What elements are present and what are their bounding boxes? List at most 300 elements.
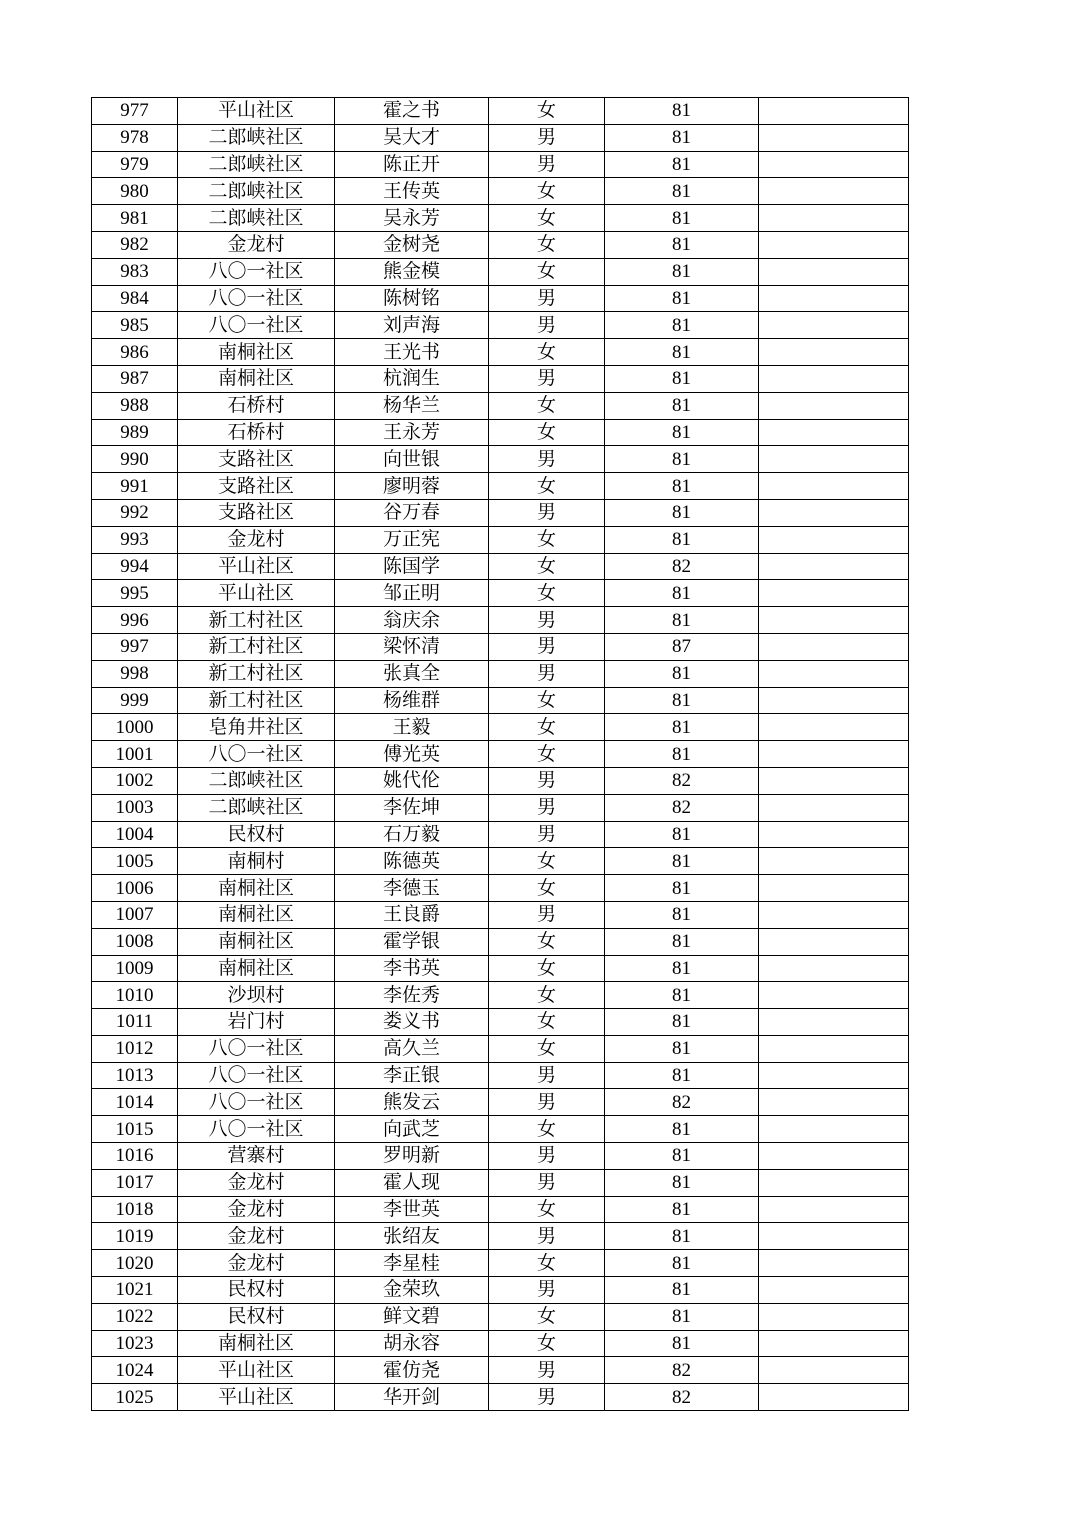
- gender-cell: 男: [489, 1384, 605, 1411]
- age-cell: 82: [605, 1089, 759, 1116]
- name-cell: 李书英: [335, 955, 489, 982]
- community-cell: 八〇一社区: [178, 741, 335, 768]
- age-cell: 81: [605, 687, 759, 714]
- remarks-cell: [759, 1330, 909, 1357]
- community-cell: 金龙村: [178, 1196, 335, 1223]
- table-row: [92, 1169, 909, 1196]
- table-row: [92, 1143, 909, 1170]
- gender-cell: 男: [489, 660, 605, 687]
- name-cell: 李星桂: [335, 1250, 489, 1277]
- remarks-cell: [759, 848, 909, 875]
- age-cell: 81: [605, 1277, 759, 1304]
- gender-cell: 女: [489, 258, 605, 285]
- age-cell: 81: [605, 1035, 759, 1062]
- serial-number-cell: 1005: [92, 848, 178, 875]
- name-cell: 霍学银: [335, 928, 489, 955]
- remarks-cell: [759, 1384, 909, 1411]
- age-cell: 81: [605, 285, 759, 312]
- name-cell: 熊金模: [335, 258, 489, 285]
- gender-cell: 女: [489, 741, 605, 768]
- table-row: [92, 607, 909, 634]
- table-row: [92, 124, 909, 151]
- name-cell: 万正宪: [335, 526, 489, 553]
- remarks-cell: [759, 1196, 909, 1223]
- serial-number-cell: 1023: [92, 1330, 178, 1357]
- remarks-cell: [759, 1089, 909, 1116]
- name-cell: 姚代伦: [335, 767, 489, 794]
- name-cell: 傅光英: [335, 741, 489, 768]
- remarks-cell: [759, 687, 909, 714]
- table-row: [92, 1035, 909, 1062]
- table-row: [92, 151, 909, 178]
- serial-number-cell: 1012: [92, 1035, 178, 1062]
- table-row: [92, 473, 909, 500]
- community-cell: 八〇一社区: [178, 1062, 335, 1089]
- gender-cell: 男: [489, 312, 605, 339]
- serial-number-cell: 1004: [92, 821, 178, 848]
- gender-cell: 男: [489, 901, 605, 928]
- serial-number-cell: 979: [92, 151, 178, 178]
- community-cell: 二郎峡社区: [178, 794, 335, 821]
- age-cell: 81: [605, 1330, 759, 1357]
- name-cell: 石万毅: [335, 821, 489, 848]
- name-cell: 廖明蓉: [335, 473, 489, 500]
- gender-cell: 女: [489, 687, 605, 714]
- community-cell: 石桥村: [178, 392, 335, 419]
- community-cell: 金龙村: [178, 1169, 335, 1196]
- table-row: [92, 955, 909, 982]
- remarks-cell: [759, 875, 909, 902]
- table-row: [92, 875, 909, 902]
- age-cell: 81: [605, 1303, 759, 1330]
- table-row: [92, 526, 909, 553]
- gender-cell: 女: [489, 1035, 605, 1062]
- community-cell: 新工村社区: [178, 633, 335, 660]
- remarks-cell: [759, 1143, 909, 1170]
- table-row: [92, 1303, 909, 1330]
- age-cell: 81: [605, 848, 759, 875]
- serial-number-cell: 982: [92, 231, 178, 258]
- name-cell: 霍之书: [335, 98, 489, 125]
- age-cell: 81: [605, 580, 759, 607]
- gender-cell: 女: [489, 1196, 605, 1223]
- remarks-cell: [759, 794, 909, 821]
- name-cell: 李正银: [335, 1062, 489, 1089]
- remarks-cell: [759, 1169, 909, 1196]
- serial-number-cell: 1015: [92, 1116, 178, 1143]
- age-cell: 81: [605, 901, 759, 928]
- name-cell: 王毅: [335, 714, 489, 741]
- name-cell: 王传英: [335, 178, 489, 205]
- gender-cell: 男: [489, 285, 605, 312]
- age-cell: 82: [605, 553, 759, 580]
- remarks-cell: [759, 1303, 909, 1330]
- name-cell: 陈德英: [335, 848, 489, 875]
- serial-number-cell: 1000: [92, 714, 178, 741]
- remarks-cell: [759, 124, 909, 151]
- table-row: [92, 1250, 909, 1277]
- serial-number-cell: 993: [92, 526, 178, 553]
- gender-cell: 男: [489, 365, 605, 392]
- community-cell: 八〇一社区: [178, 285, 335, 312]
- age-cell: 81: [605, 1143, 759, 1170]
- serial-number-cell: 981: [92, 205, 178, 232]
- gender-cell: 男: [489, 607, 605, 634]
- remarks-cell: [759, 231, 909, 258]
- remarks-cell: [759, 821, 909, 848]
- remarks-cell: [759, 901, 909, 928]
- age-cell: 81: [605, 339, 759, 366]
- remarks-cell: [759, 1357, 909, 1384]
- community-cell: 南桐社区: [178, 339, 335, 366]
- table-row: [92, 1089, 909, 1116]
- age-cell: 81: [605, 1116, 759, 1143]
- serial-number-cell: 980: [92, 178, 178, 205]
- community-cell: 沙坝村: [178, 982, 335, 1009]
- age-cell: 81: [605, 231, 759, 258]
- gender-cell: 女: [489, 1330, 605, 1357]
- name-cell: 王良爵: [335, 901, 489, 928]
- name-cell: 熊发云: [335, 1089, 489, 1116]
- table-row: [92, 928, 909, 955]
- community-cell: 支路社区: [178, 473, 335, 500]
- remarks-cell: [759, 928, 909, 955]
- age-cell: 81: [605, 258, 759, 285]
- gender-cell: 女: [489, 526, 605, 553]
- serial-number-cell: 984: [92, 285, 178, 312]
- serial-number-cell: 994: [92, 553, 178, 580]
- name-cell: 杨华兰: [335, 392, 489, 419]
- remarks-cell: [759, 660, 909, 687]
- remarks-cell: [759, 365, 909, 392]
- remarks-cell: [759, 151, 909, 178]
- table-row: [92, 767, 909, 794]
- remarks-cell: [759, 339, 909, 366]
- serial-number-cell: 1018: [92, 1196, 178, 1223]
- community-cell: 新工村社区: [178, 660, 335, 687]
- community-cell: 南桐社区: [178, 875, 335, 902]
- remarks-cell: [759, 205, 909, 232]
- gender-cell: 男: [489, 1169, 605, 1196]
- name-cell: 华开剑: [335, 1384, 489, 1411]
- table-row: [92, 1116, 909, 1143]
- gender-cell: 女: [489, 419, 605, 446]
- community-cell: 民权村: [178, 1303, 335, 1330]
- age-cell: 81: [605, 419, 759, 446]
- name-cell: 陈树铭: [335, 285, 489, 312]
- table-row: [92, 1357, 909, 1384]
- remarks-cell: [759, 419, 909, 446]
- name-cell: 胡永容: [335, 1330, 489, 1357]
- age-cell: 81: [605, 714, 759, 741]
- name-cell: 娄义书: [335, 1009, 489, 1036]
- remarks-cell: [759, 1062, 909, 1089]
- serial-number-cell: 995: [92, 580, 178, 607]
- gender-cell: 女: [489, 848, 605, 875]
- gender-cell: 女: [489, 178, 605, 205]
- age-cell: 81: [605, 365, 759, 392]
- remarks-cell: [759, 446, 909, 473]
- serial-number-cell: 983: [92, 258, 178, 285]
- table-row: [92, 1009, 909, 1036]
- gender-cell: 男: [489, 499, 605, 526]
- serial-number-cell: 1002: [92, 767, 178, 794]
- serial-number-cell: 1014: [92, 1089, 178, 1116]
- community-cell: 南桐社区: [178, 365, 335, 392]
- gender-cell: 女: [489, 1303, 605, 1330]
- community-cell: 皂角井社区: [178, 714, 335, 741]
- name-cell: 刘声海: [335, 312, 489, 339]
- gender-cell: 女: [489, 928, 605, 955]
- serial-number-cell: 987: [92, 365, 178, 392]
- remarks-cell: [759, 312, 909, 339]
- age-cell: 81: [605, 928, 759, 955]
- name-cell: 金树尧: [335, 231, 489, 258]
- name-cell: 张真全: [335, 660, 489, 687]
- table-row: [92, 848, 909, 875]
- community-cell: 八〇一社区: [178, 312, 335, 339]
- table-row: [92, 499, 909, 526]
- community-cell: 平山社区: [178, 553, 335, 580]
- table-row: [92, 1062, 909, 1089]
- name-cell: 杭润生: [335, 365, 489, 392]
- table-row: [92, 714, 909, 741]
- serial-number-cell: 1022: [92, 1303, 178, 1330]
- community-cell: 平山社区: [178, 98, 335, 125]
- age-cell: 81: [605, 982, 759, 1009]
- table-row: [92, 633, 909, 660]
- table-row: [92, 660, 909, 687]
- table-row: [92, 312, 909, 339]
- remarks-cell: [759, 714, 909, 741]
- gender-cell: 女: [489, 982, 605, 1009]
- serial-number-cell: 992: [92, 499, 178, 526]
- community-cell: 八〇一社区: [178, 258, 335, 285]
- name-cell: 梁怀清: [335, 633, 489, 660]
- table-row: [92, 1196, 909, 1223]
- remarks-cell: [759, 1223, 909, 1250]
- age-cell: 82: [605, 767, 759, 794]
- remarks-cell: [759, 178, 909, 205]
- gender-cell: 女: [489, 580, 605, 607]
- remarks-cell: [759, 633, 909, 660]
- age-cell: 81: [605, 1196, 759, 1223]
- table-row: [92, 1223, 909, 1250]
- serial-number-cell: 1006: [92, 875, 178, 902]
- gender-cell: 男: [489, 1223, 605, 1250]
- name-cell: 陈国学: [335, 553, 489, 580]
- remarks-cell: [759, 607, 909, 634]
- table-row: [92, 285, 909, 312]
- serial-number-cell: 1011: [92, 1009, 178, 1036]
- gender-cell: 女: [489, 231, 605, 258]
- remarks-cell: [759, 580, 909, 607]
- gender-cell: 男: [489, 1277, 605, 1304]
- community-cell: 金龙村: [178, 1223, 335, 1250]
- remarks-cell: [759, 499, 909, 526]
- remarks-cell: [759, 1277, 909, 1304]
- age-cell: 81: [605, 312, 759, 339]
- community-cell: 平山社区: [178, 1357, 335, 1384]
- serial-number-cell: 986: [92, 339, 178, 366]
- gender-cell: 女: [489, 98, 605, 125]
- community-cell: 南桐社区: [178, 955, 335, 982]
- community-cell: 民权村: [178, 821, 335, 848]
- age-cell: 81: [605, 821, 759, 848]
- serial-number-cell: 1010: [92, 982, 178, 1009]
- table-row: [92, 178, 909, 205]
- serial-number-cell: 1017: [92, 1169, 178, 1196]
- community-cell: 平山社区: [178, 580, 335, 607]
- table-row: [92, 446, 909, 473]
- age-cell: 81: [605, 875, 759, 902]
- age-cell: 81: [605, 1062, 759, 1089]
- table-row: [92, 553, 909, 580]
- serial-number-cell: 1020: [92, 1250, 178, 1277]
- age-cell: 81: [605, 741, 759, 768]
- name-cell: 李德玉: [335, 875, 489, 902]
- community-cell: 金龙村: [178, 526, 335, 553]
- gender-cell: 女: [489, 1250, 605, 1277]
- serial-number-cell: 1001: [92, 741, 178, 768]
- name-cell: 向世银: [335, 446, 489, 473]
- age-cell: 81: [605, 1009, 759, 1036]
- serial-number-cell: 1019: [92, 1223, 178, 1250]
- name-cell: 李佐坤: [335, 794, 489, 821]
- gender-cell: 女: [489, 339, 605, 366]
- age-cell: 81: [605, 205, 759, 232]
- table-row: [92, 1277, 909, 1304]
- remarks-cell: [759, 1009, 909, 1036]
- remarks-cell: [759, 982, 909, 1009]
- gender-cell: 女: [489, 714, 605, 741]
- remarks-cell: [759, 955, 909, 982]
- community-cell: 南桐社区: [178, 901, 335, 928]
- gender-cell: 男: [489, 1357, 605, 1384]
- age-cell: 81: [605, 955, 759, 982]
- name-cell: 吴大才: [335, 124, 489, 151]
- table-row: [92, 231, 909, 258]
- name-cell: 吴永芳: [335, 205, 489, 232]
- serial-number-cell: 1021: [92, 1277, 178, 1304]
- remarks-cell: [759, 473, 909, 500]
- table-row: [92, 392, 909, 419]
- community-cell: 新工村社区: [178, 687, 335, 714]
- name-cell: 王永芳: [335, 419, 489, 446]
- table-row: [92, 205, 909, 232]
- gender-cell: 男: [489, 124, 605, 151]
- serial-number-cell: 998: [92, 660, 178, 687]
- name-cell: 杨维群: [335, 687, 489, 714]
- gender-cell: 男: [489, 633, 605, 660]
- name-cell: 金荣玖: [335, 1277, 489, 1304]
- gender-cell: 男: [489, 151, 605, 178]
- table-row: [92, 580, 909, 607]
- serial-number-cell: 1013: [92, 1062, 178, 1089]
- remarks-cell: [759, 767, 909, 794]
- gender-cell: 女: [489, 392, 605, 419]
- age-cell: 81: [605, 1250, 759, 1277]
- table-row: [92, 821, 909, 848]
- table-row: [92, 687, 909, 714]
- table-row: [92, 901, 909, 928]
- age-cell: 81: [605, 1223, 759, 1250]
- serial-number-cell: 997: [92, 633, 178, 660]
- community-cell: 金龙村: [178, 1250, 335, 1277]
- gender-cell: 男: [489, 767, 605, 794]
- serial-number-cell: 1003: [92, 794, 178, 821]
- community-cell: 民权村: [178, 1277, 335, 1304]
- name-cell: 李世英: [335, 1196, 489, 1223]
- community-cell: 八〇一社区: [178, 1035, 335, 1062]
- remarks-cell: [759, 1116, 909, 1143]
- gender-cell: 女: [489, 955, 605, 982]
- serial-number-cell: 978: [92, 124, 178, 151]
- name-cell: 霍仿尧: [335, 1357, 489, 1384]
- serial-number-cell: 1009: [92, 955, 178, 982]
- serial-number-cell: 999: [92, 687, 178, 714]
- table-row: [92, 982, 909, 1009]
- gender-cell: 女: [489, 553, 605, 580]
- serial-number-cell: 985: [92, 312, 178, 339]
- table-row: [92, 1330, 909, 1357]
- gender-cell: 女: [489, 1009, 605, 1036]
- serial-number-cell: 1008: [92, 928, 178, 955]
- name-cell: 谷万春: [335, 499, 489, 526]
- gender-cell: 女: [489, 473, 605, 500]
- name-cell: 张绍友: [335, 1223, 489, 1250]
- age-cell: 81: [605, 124, 759, 151]
- age-cell: 81: [605, 660, 759, 687]
- serial-number-cell: 1025: [92, 1384, 178, 1411]
- serial-number-cell: 991: [92, 473, 178, 500]
- table-row: [92, 419, 909, 446]
- name-cell: 翁庆余: [335, 607, 489, 634]
- gender-cell: 女: [489, 1116, 605, 1143]
- community-cell: 二郎峡社区: [178, 124, 335, 151]
- serial-number-cell: 990: [92, 446, 178, 473]
- serial-number-cell: 989: [92, 419, 178, 446]
- gender-cell: 男: [489, 1089, 605, 1116]
- age-cell: 82: [605, 1357, 759, 1384]
- gender-cell: 男: [489, 1062, 605, 1089]
- community-cell: 支路社区: [178, 499, 335, 526]
- remarks-cell: [759, 392, 909, 419]
- name-cell: 霍人现: [335, 1169, 489, 1196]
- community-cell: 二郎峡社区: [178, 205, 335, 232]
- community-cell: 金龙村: [178, 231, 335, 258]
- name-cell: 罗明新: [335, 1143, 489, 1170]
- remarks-cell: [759, 1035, 909, 1062]
- remarks-cell: [759, 258, 909, 285]
- name-cell: 王光书: [335, 339, 489, 366]
- age-cell: 81: [605, 607, 759, 634]
- remarks-cell: [759, 98, 909, 125]
- community-cell: 南桐村: [178, 848, 335, 875]
- community-cell: 南桐社区: [178, 1330, 335, 1357]
- serial-number-cell: 1016: [92, 1143, 178, 1170]
- gender-cell: 女: [489, 875, 605, 902]
- community-cell: 平山社区: [178, 1384, 335, 1411]
- records-table-body: [92, 98, 909, 1411]
- serial-number-cell: 1024: [92, 1357, 178, 1384]
- remarks-cell: [759, 553, 909, 580]
- community-cell: 营寨村: [178, 1143, 335, 1170]
- age-cell: 81: [605, 178, 759, 205]
- name-cell: 陈正开: [335, 151, 489, 178]
- remarks-cell: [759, 285, 909, 312]
- gender-cell: 男: [489, 1143, 605, 1170]
